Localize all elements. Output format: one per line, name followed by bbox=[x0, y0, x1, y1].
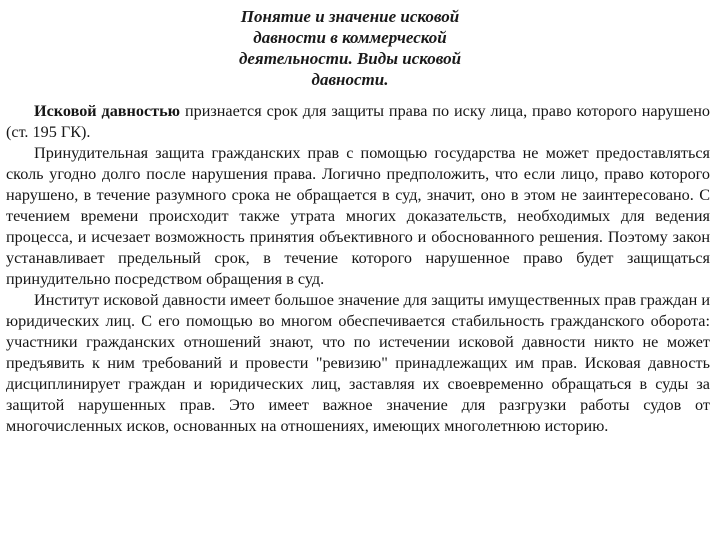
paragraph-compulsory-protection: Принудительная защита гражданских прав с помощью государства не может предоставляться сколь угодно долго после нарушения права. Логично предположить, что если лицо, право которого нарушено, в течение разумного срока не обращается в суд, значит, оно в этом не заинтересовано. С течением времени происходит также утрата многих доказательств, необходимых для ведения процесса, и исчезает возможность принятия объективного и обоснованного решения. Поэтому закон устанавливает предельный срок, в течение которого нарушенное право будет защищаться принудительно посредством обращения в суд. bbox=[6, 144, 710, 288]
slide-title: Понятие и значение исковой давности в коммерческой деятельности. Виды исковой давности. bbox=[238, 7, 462, 89]
defined-term: Исковой давностью bbox=[34, 102, 181, 120]
paragraph-definition bbox=[6, 101, 710, 143]
paragraph-institute-importance: Институт исковой давности имеет большое значение для защиты имущественных прав граждан и юридических лиц. С его помощью во многом обеспечивается стабильность гражданского оборота: участники гражданских отношений знают, что по истечении исковой давности никто не может предъявить к ним требований и провести "ревизию" принадлежащих им прав. Исковая давность дисциплинирует граждан и юридических лиц, заставляя их своевременно обращаться в суды за защитой нарушенных прав. Это имеет важное значение для разгрузки работы судов от многочисленных исков, основанных на отношениях, имеющих многолетнюю историю. bbox=[6, 291, 710, 435]
slide-body bbox=[6, 101, 710, 437]
definition-text: признается срок для защиты права по иску лица, право которого нарушено (ст. 195 ГК). bbox=[6, 102, 710, 141]
